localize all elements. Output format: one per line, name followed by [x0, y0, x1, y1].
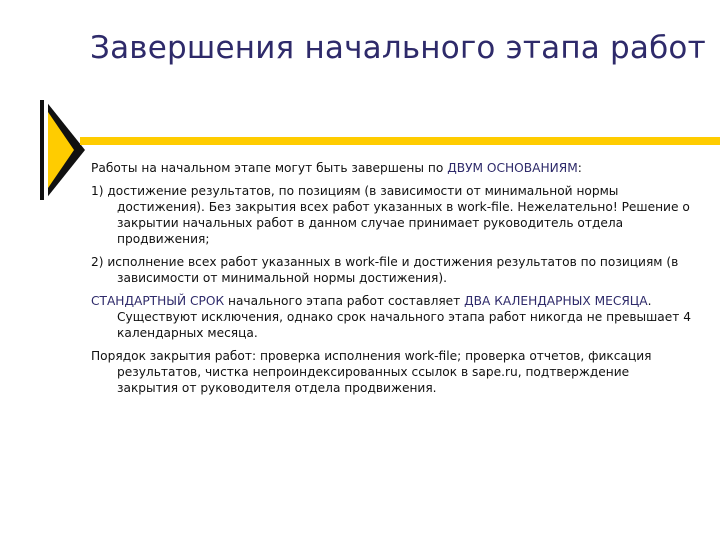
text-span: Порядок закрытия работ: проверка исполнения work-file; проверка отчетов, фиксация результатов, чистка непроиндексированных ссылок в sape.ru, подтверждение закрытия от руководителя отдела продвижения. — [91, 349, 652, 395]
highlight-two-grounds: ДВУМ ОСНОВАНИЯМ — [447, 161, 578, 175]
highlight-standard-term: СТАНДАРТНЫЙ СРОК — [91, 294, 225, 308]
title-underline-bar — [80, 137, 720, 145]
paragraph-intro — [91, 160, 691, 176]
paragraph-standard-term — [91, 293, 691, 341]
highlight-two-months: ДВА КАЛЕНДАРНЫХ МЕСЯЦА — [464, 294, 648, 308]
paragraph-closing-procedure — [91, 348, 691, 396]
text-span: 2) исполнение всех работ указанных в work-file и достижения результатов по позициям (в зависимости от минимальной нормы достижения). — [91, 255, 679, 285]
chevron-decoration-icon — [40, 100, 85, 200]
text-span: : — [577, 161, 582, 175]
slide-body — [91, 160, 691, 403]
paragraph-ground-1 — [91, 183, 691, 247]
slide-title: Завершения начального этапа работ — [90, 30, 706, 66]
text-span: . Существуют исключения, однако срок начального этапа работ никогда не превышает 4 календарных месяца. — [117, 294, 691, 340]
paragraph-ground-2 — [91, 254, 691, 286]
text-span: Работы на начальном этапе могут быть завершены по — [91, 161, 448, 175]
text-span: начального этапа работ составляет — [224, 294, 465, 308]
text-span: 1) достижение результатов, по позициям (в зависимости от минимальной нормы достижения). Без закрытия всех работ указанных в work-file. Нежелательно! Решение о закрытии начальных работ в данном случае принимает руководитель отдела продвижения; — [91, 184, 690, 246]
